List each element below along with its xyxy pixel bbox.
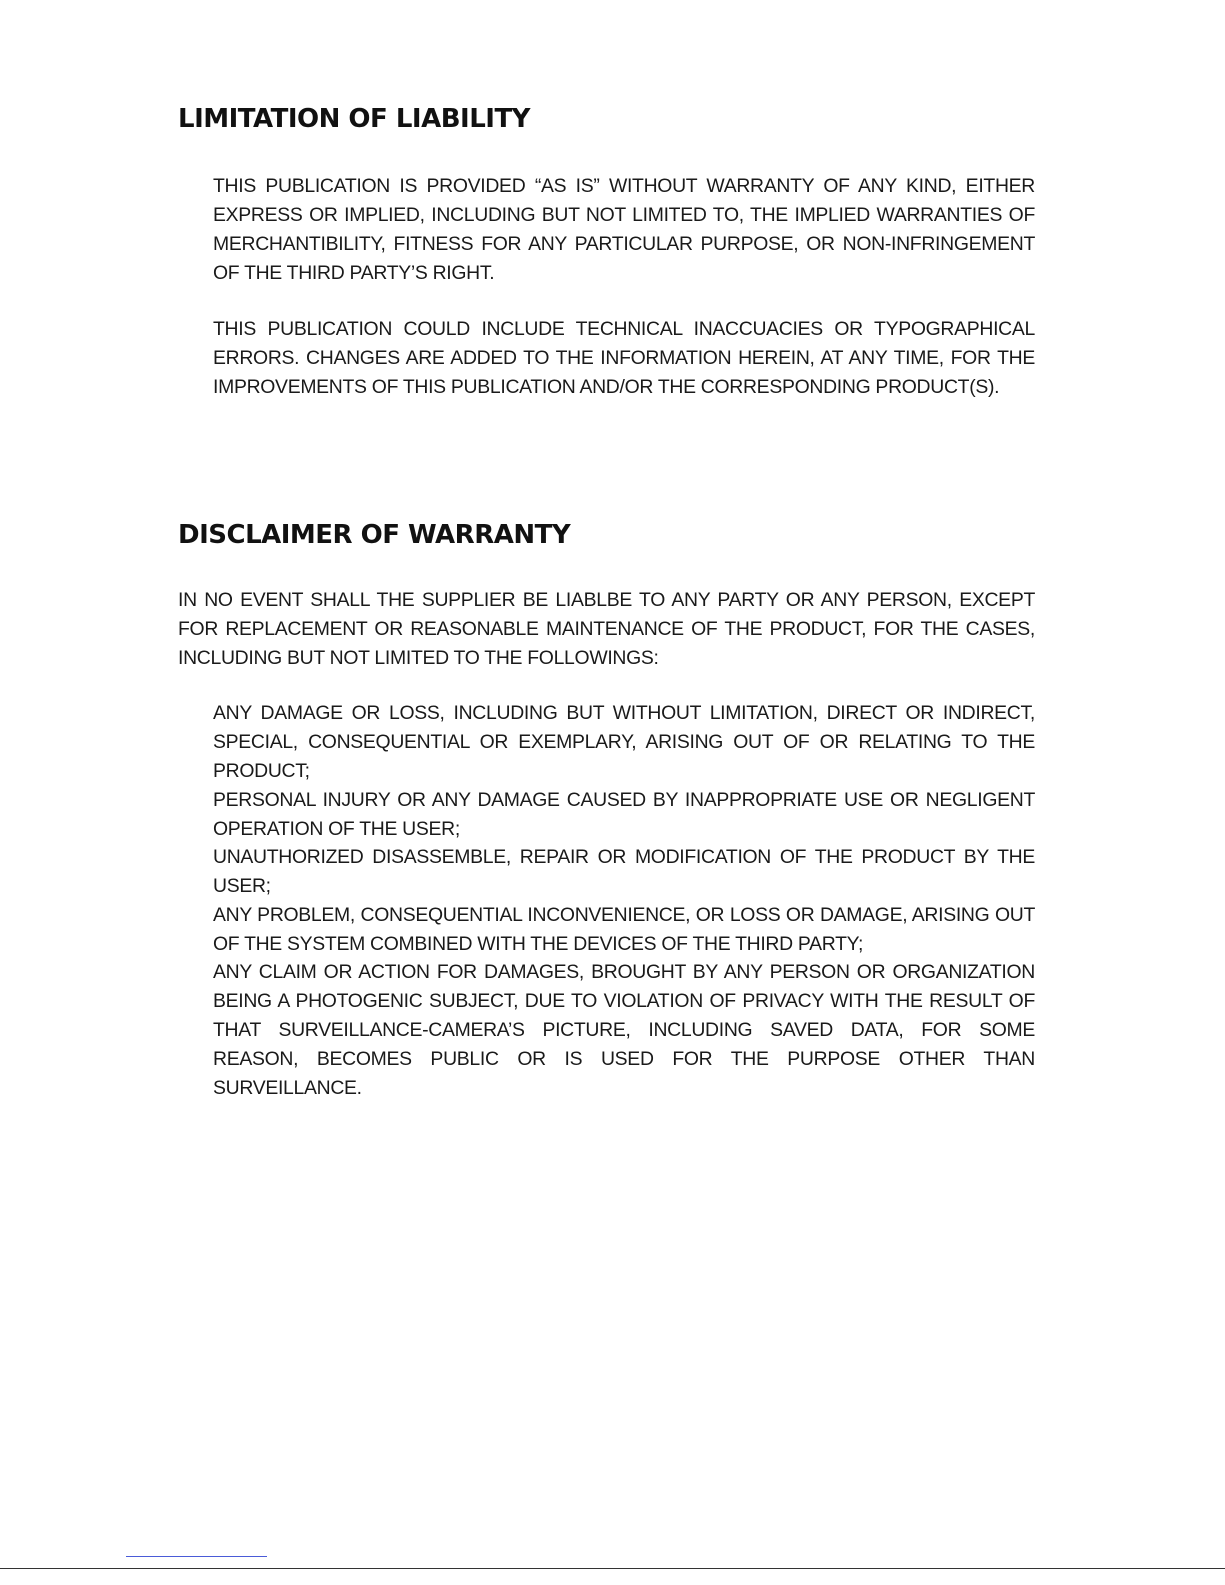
disclaimer-item-unauthorized-disassemble: UNAUTHORIZED DISASSEMBLE, REPAIR OR MODIFICATION OF THE PRODUCT BY THE USER; bbox=[213, 846, 1035, 897]
disclaimer-item-damage-or-loss: ANY DAMAGE OR LOSS, INCLUDING BUT WITHOUT LIMITATION, DIRECT OR INDIRECT, SPECIAL, CONSEQUENTIAL OR EXEMPLARY, ARISING OUT OF OR RELATING TO THE PRODUCT; bbox=[213, 702, 1035, 782]
disclaimer-item-third-party-devices: ANY PROBLEM, CONSEQUENTIAL INCONVENIENCE, OR LOSS OR DAMAGE, ARISING OUT OF THE SYSTEM COMBINED WITH THE DEVICES OF THE THIRD PARTY; bbox=[213, 904, 1035, 955]
liability-paragraph-as-is: THIS PUBLICATION IS PROVIDED “AS IS” WITHOUT WARRANTY OF ANY KIND, EITHER EXPRESS OR IMPLIED, INCLUDING BUT NOT LIMITED TO, THE IMPLIED WARRANTIES OF MERCHANTIBILITY, FITNESS FOR ANY PARTICULAR PURPOSE, OR NON-INFRINGEMENT OF THE THIRD PARTY’S RIGHT. bbox=[213, 175, 1035, 284]
footer-rule bbox=[0, 1568, 1225, 1569]
disclaimer-of-warranty-heading: DISCLAIMER OF WARRANTY bbox=[178, 520, 571, 550]
disclaimer-intro-paragraph: IN NO EVENT SHALL THE SUPPLIER BE LIABLBE TO ANY PARTY OR ANY PERSON, EXCEPT FOR REPLACEMENT OR REASONABLE MAINTENANCE OF THE PRODUCT, FOR THE CASES, INCLUDING BUT NOT LIMITED TO THE FOLLOWINGS: bbox=[178, 589, 1035, 669]
disclaimer-item-privacy-claims: ANY CLAIM OR ACTION FOR DAMAGES, BROUGHT BY ANY PERSON OR ORGANIZATION BEING A PHOTOGENIC SUBJECT, DUE TO VIOLATION OF PRIVACY WITH THE RESULT OF THAT SURVEILLANCE-CAMERA’S PICTURE, INCLUDING SAVED DATA, FOR SOME REASON, BECOMES PUBLIC OR IS USED FOR THE PURPOSE OTHER THAN SURVEILLANCE. bbox=[213, 961, 1035, 1099]
footer-underline-mark bbox=[126, 1556, 267, 1557]
disclaimer-item-personal-injury: PERSONAL INJURY OR ANY DAMAGE CAUSED BY INAPPROPRIATE USE OR NEGLIGENT OPERATION OF THE USER; bbox=[213, 789, 1035, 840]
liability-paragraph-errors: THIS PUBLICATION COULD INCLUDE TECHNICAL INACCUACIES OR TYPOGRAPHICAL ERRORS. CHANGES ARE ADDED TO THE INFORMATION HEREIN, AT ANY TIME, FOR THE IMPROVEMENTS OF THIS PUBLICATION AND/OR THE CORRESPONDING PRODUCT(S). bbox=[213, 318, 1035, 398]
limitation-of-liability-heading: LIMITATION OF LIABILITY bbox=[178, 104, 531, 134]
